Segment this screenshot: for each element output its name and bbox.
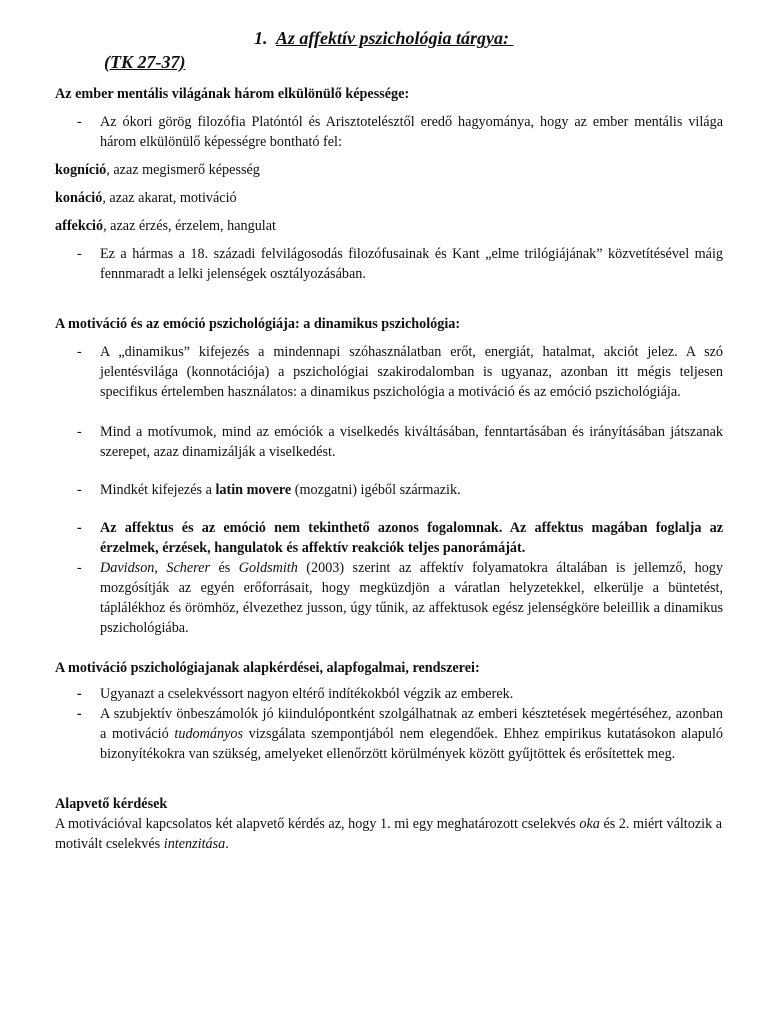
section4-heading: Alapvető kérdések [55, 796, 168, 812]
bullet-text: Az ókori görög filozófia Platóntól és Arisztotelésztől eredő hagyománya, hogy az ember mentális világa három elkülönülő képességre bontható fel: [100, 114, 723, 150]
section3-heading: A motiváció pszichológiajanak alapkérdései, alapfogalmai, rendszerei: [55, 660, 480, 676]
title-number: 1. [254, 28, 268, 48]
section2-bullet-1: - A „dinamikus” kifejezés a mindennapi szóhasználatban erőt, energiát, hatalmat, akciót jelez. A szó jelentésvilága (konnotációja) a pszichológiai szakirodalomban is ugyanaz, azonban itt mégis teljesen specifikus értelemben használatos: a dinamikus pszichológia a motiváció és az emóció pszichológiája. [77, 344, 723, 400]
term-definition: kogníció, azaz megismerő képesség [55, 162, 260, 178]
bullet-dash: - [77, 114, 82, 130]
term-definition: konáció, azaz akarat, motiváció [55, 190, 237, 206]
section1-heading: Az ember mentális világának három elkülönülő képessége: [55, 86, 410, 102]
section4-paragraph: A motivációval kapcsolatos két alapvető kérdés az, hogy 1. mi egy meghatározott cselekvés oka és 2. miért változik a motivált cselekvés intenzitása. [55, 816, 723, 852]
title-text: Az affektív pszichológia tárgya: [275, 28, 509, 48]
section3-bullet-2: - A szubjektív önbeszámolók jó kiindulópontként szolgálhatnak az emberi késztetések megértéséhez, azonban a motiváció tudományos vizsgálata szempontjából nem elegendőek. Ehhez empirikus kutatásokon alapuló bizonyítékokra van szükség, amelyeket ellenőrzött körülmények között gyűjtöttek és erősítettek meg. [77, 706, 723, 762]
section2-bullet-4: - Az affektus és az emóció nem tekinthető azonos fogalomnak. Az affektus magában foglalja az érzelmek, érzések, hangulatok és affektív reakciók teljes panorámáját. [77, 520, 723, 556]
section3-bullet-1: - Ugyanazt a cselekvéssort nagyon eltérő indítékokból végzik az emberek. [77, 686, 514, 702]
section2-bullet-3: - Mindkét kifejezés a latin movere (mozgatni) igéből származik. [77, 482, 461, 498]
section1-bullet-2: - Ez a hármas a 18. századi felvilágosodás filozófusainak és Kant „elme trilógiájának” közvetítésével máig fennmaradt a lelki jelenségek osztályozásában. [77, 246, 723, 282]
section2-bullet-5: - Davidson, Scherer és Goldsmith (2003) szerint az affektív folyamatokra általában is jellemző, hogy mozgósítják az egyén erőforrásait, hogy megküzdjön a váratlan helyzetekkel, elkerülje a büntetést, táplálékhoz és örömhöz, élvezethez jusson, úgy tűnik, az affektusok egész jelenségköre beleillik a dinamikus pszichológiába. [77, 560, 723, 636]
page-subtitle: (TK 27-37) [104, 52, 186, 72]
section2-heading: A motiváció és az emóció pszichológiája: a dinamikus pszichológia: [55, 316, 461, 332]
page-title [254, 27, 514, 49]
term-definition: affekció, azaz érzés, érzelem, hangulat [55, 218, 276, 234]
section1-bullet-1 [55, 112, 723, 152]
section2-bullet-2: - Mind a motívumok, mind az emóciók a viselkedés kiváltásában, fenntartásában és irányításában játszanak szerepet, azaz dinamizálják a viselkedést. [77, 424, 723, 460]
document-body [55, 84, 723, 854]
